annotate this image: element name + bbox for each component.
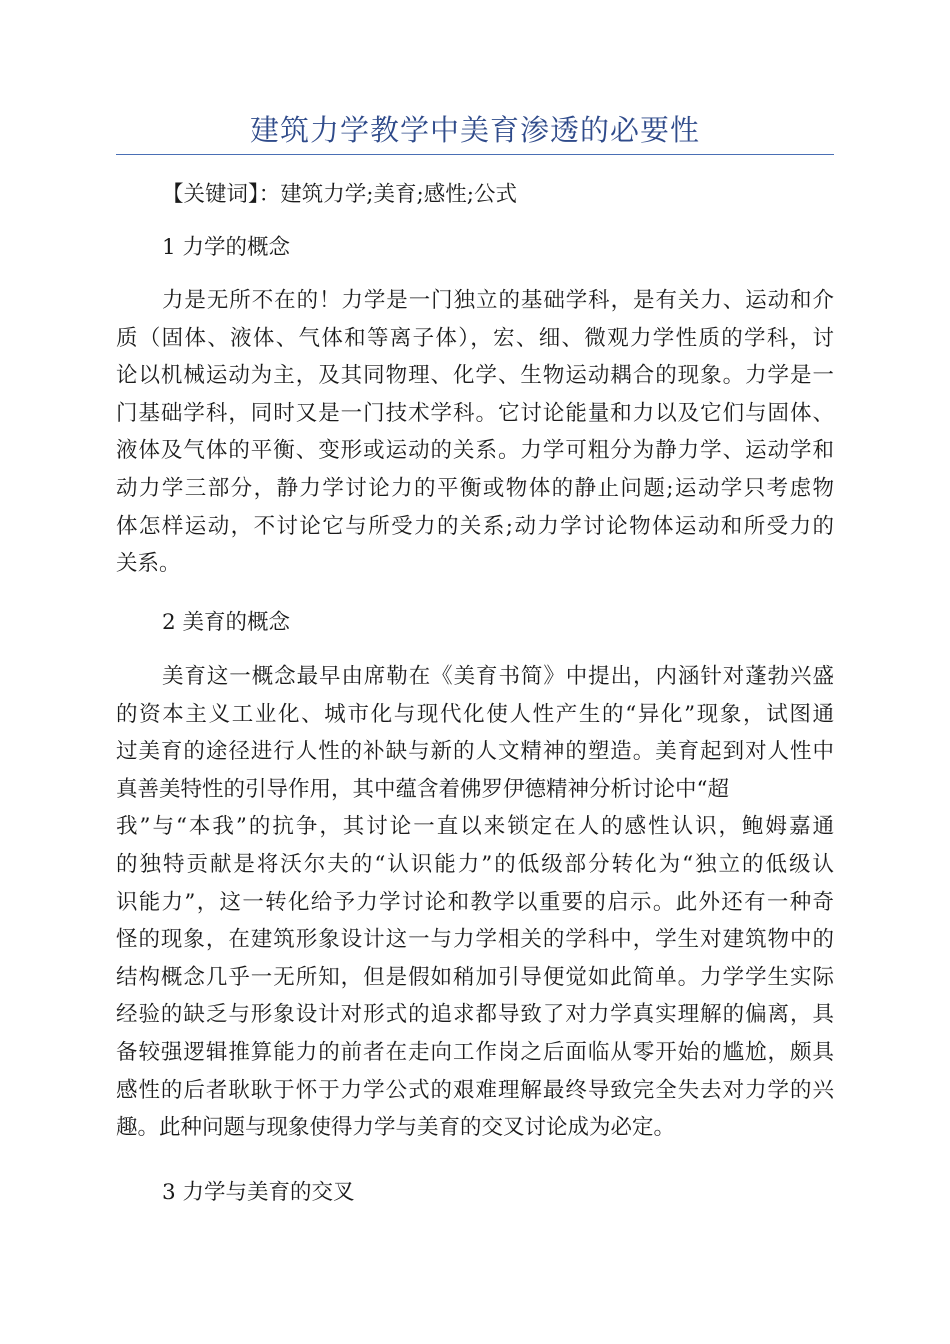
- paragraph-line: 我”与“本我”的抗争，其讨论一直以来锁定在人的感性认识，鲍姆嘉通: [116, 814, 834, 840]
- paragraph-line: 质（固体、液体、气体和等离子体），宏、细、微观力学性质的学科，讨: [116, 325, 834, 351]
- section-2-paragraph: [116, 658, 834, 1147]
- paragraph-line: 门基础学科，同时又是一门技术学科。它讨论能量和力以及它们与固体、: [116, 400, 834, 426]
- paragraph-line: 的资本主义工业化、城市化与现代化使人性产生的“异化”现象，试图通: [116, 701, 834, 727]
- section-heading-1: 1 力学的概念: [162, 235, 291, 260]
- paragraph-line: 备较强逻辑推算能力的前者在走向工作岗之后面临从零开始的尴尬，颇具: [116, 1039, 834, 1065]
- paragraph-line: 的独特贡献是将沃尔夫的“认识能力”的低级部分转化为“独立的低级认: [116, 851, 834, 877]
- paragraph-line: 趣。此种问题与现象使得力学与美育的交叉讨论成为必定。: [116, 1115, 676, 1141]
- keywords-line: 【关键词】：建筑力学;美育;感性;公式: [162, 182, 517, 207]
- paragraph-line: 识能力”，这一转化给予力学讨论和教学以重要的启示。此外还有一种奇: [116, 889, 834, 915]
- paragraph-line: 美育这一概念最早由席勒在《美育书简》中提出，内涵针对蓬勃兴盛: [162, 664, 834, 689]
- paragraph-line: 力是无所不在的！力学是一门独立的基础学科，是有关力、运动和介: [162, 288, 834, 313]
- paragraph-line: 过美育的途径进行人性的补缺与新的人文精神的塑造。美育起到对人性中: [116, 739, 834, 765]
- paragraph-line: 关系。: [116, 551, 181, 577]
- paragraph-line: 动力学三部分，静力学讨论力的平衡或物体的静止问题;运动学只考虑物: [116, 475, 834, 501]
- paragraph-line: 怪的现象，在建筑形象设计这一与力学相关的学科中，学生对建筑物中的: [116, 927, 834, 953]
- paragraph-line: 经验的缺乏与形象设计对形式的追求都导致了对力学真实理解的偏离，具: [116, 1002, 834, 1028]
- document-title: 建筑力学教学中美育渗透的必要性: [249, 113, 700, 147]
- section-1-paragraph: [116, 282, 834, 583]
- paragraph-line: 论以机械运动为主，及其同物理、化学、生物运动耦合的现象。力学是一: [116, 363, 834, 389]
- section-heading-3: 3 力学与美育的交叉: [162, 1180, 355, 1205]
- section-heading-2: 2 美育的概念: [162, 610, 291, 635]
- paragraph-line: 感性的后者耿耿于怀于力学公式的艰难理解最终导致完全失去对力学的兴: [116, 1077, 834, 1103]
- paragraph-line: 结构概念几乎一无所知，但是假如稍加引导便觉如此简单。力学学生实际: [116, 964, 834, 990]
- title-divider: [116, 154, 834, 155]
- paragraph-line: 真善美特性的引导作用，其中蕴含着佛罗伊德精神分析讨论中“超: [116, 776, 729, 802]
- paragraph-line: 体怎样运动，不讨论它与所受力的关系;动力学讨论物体运动和所受力的: [116, 513, 834, 539]
- paragraph-line: 液体及气体的平衡、变形或运动的关系。力学可粗分为静力学、运动学和: [116, 438, 834, 464]
